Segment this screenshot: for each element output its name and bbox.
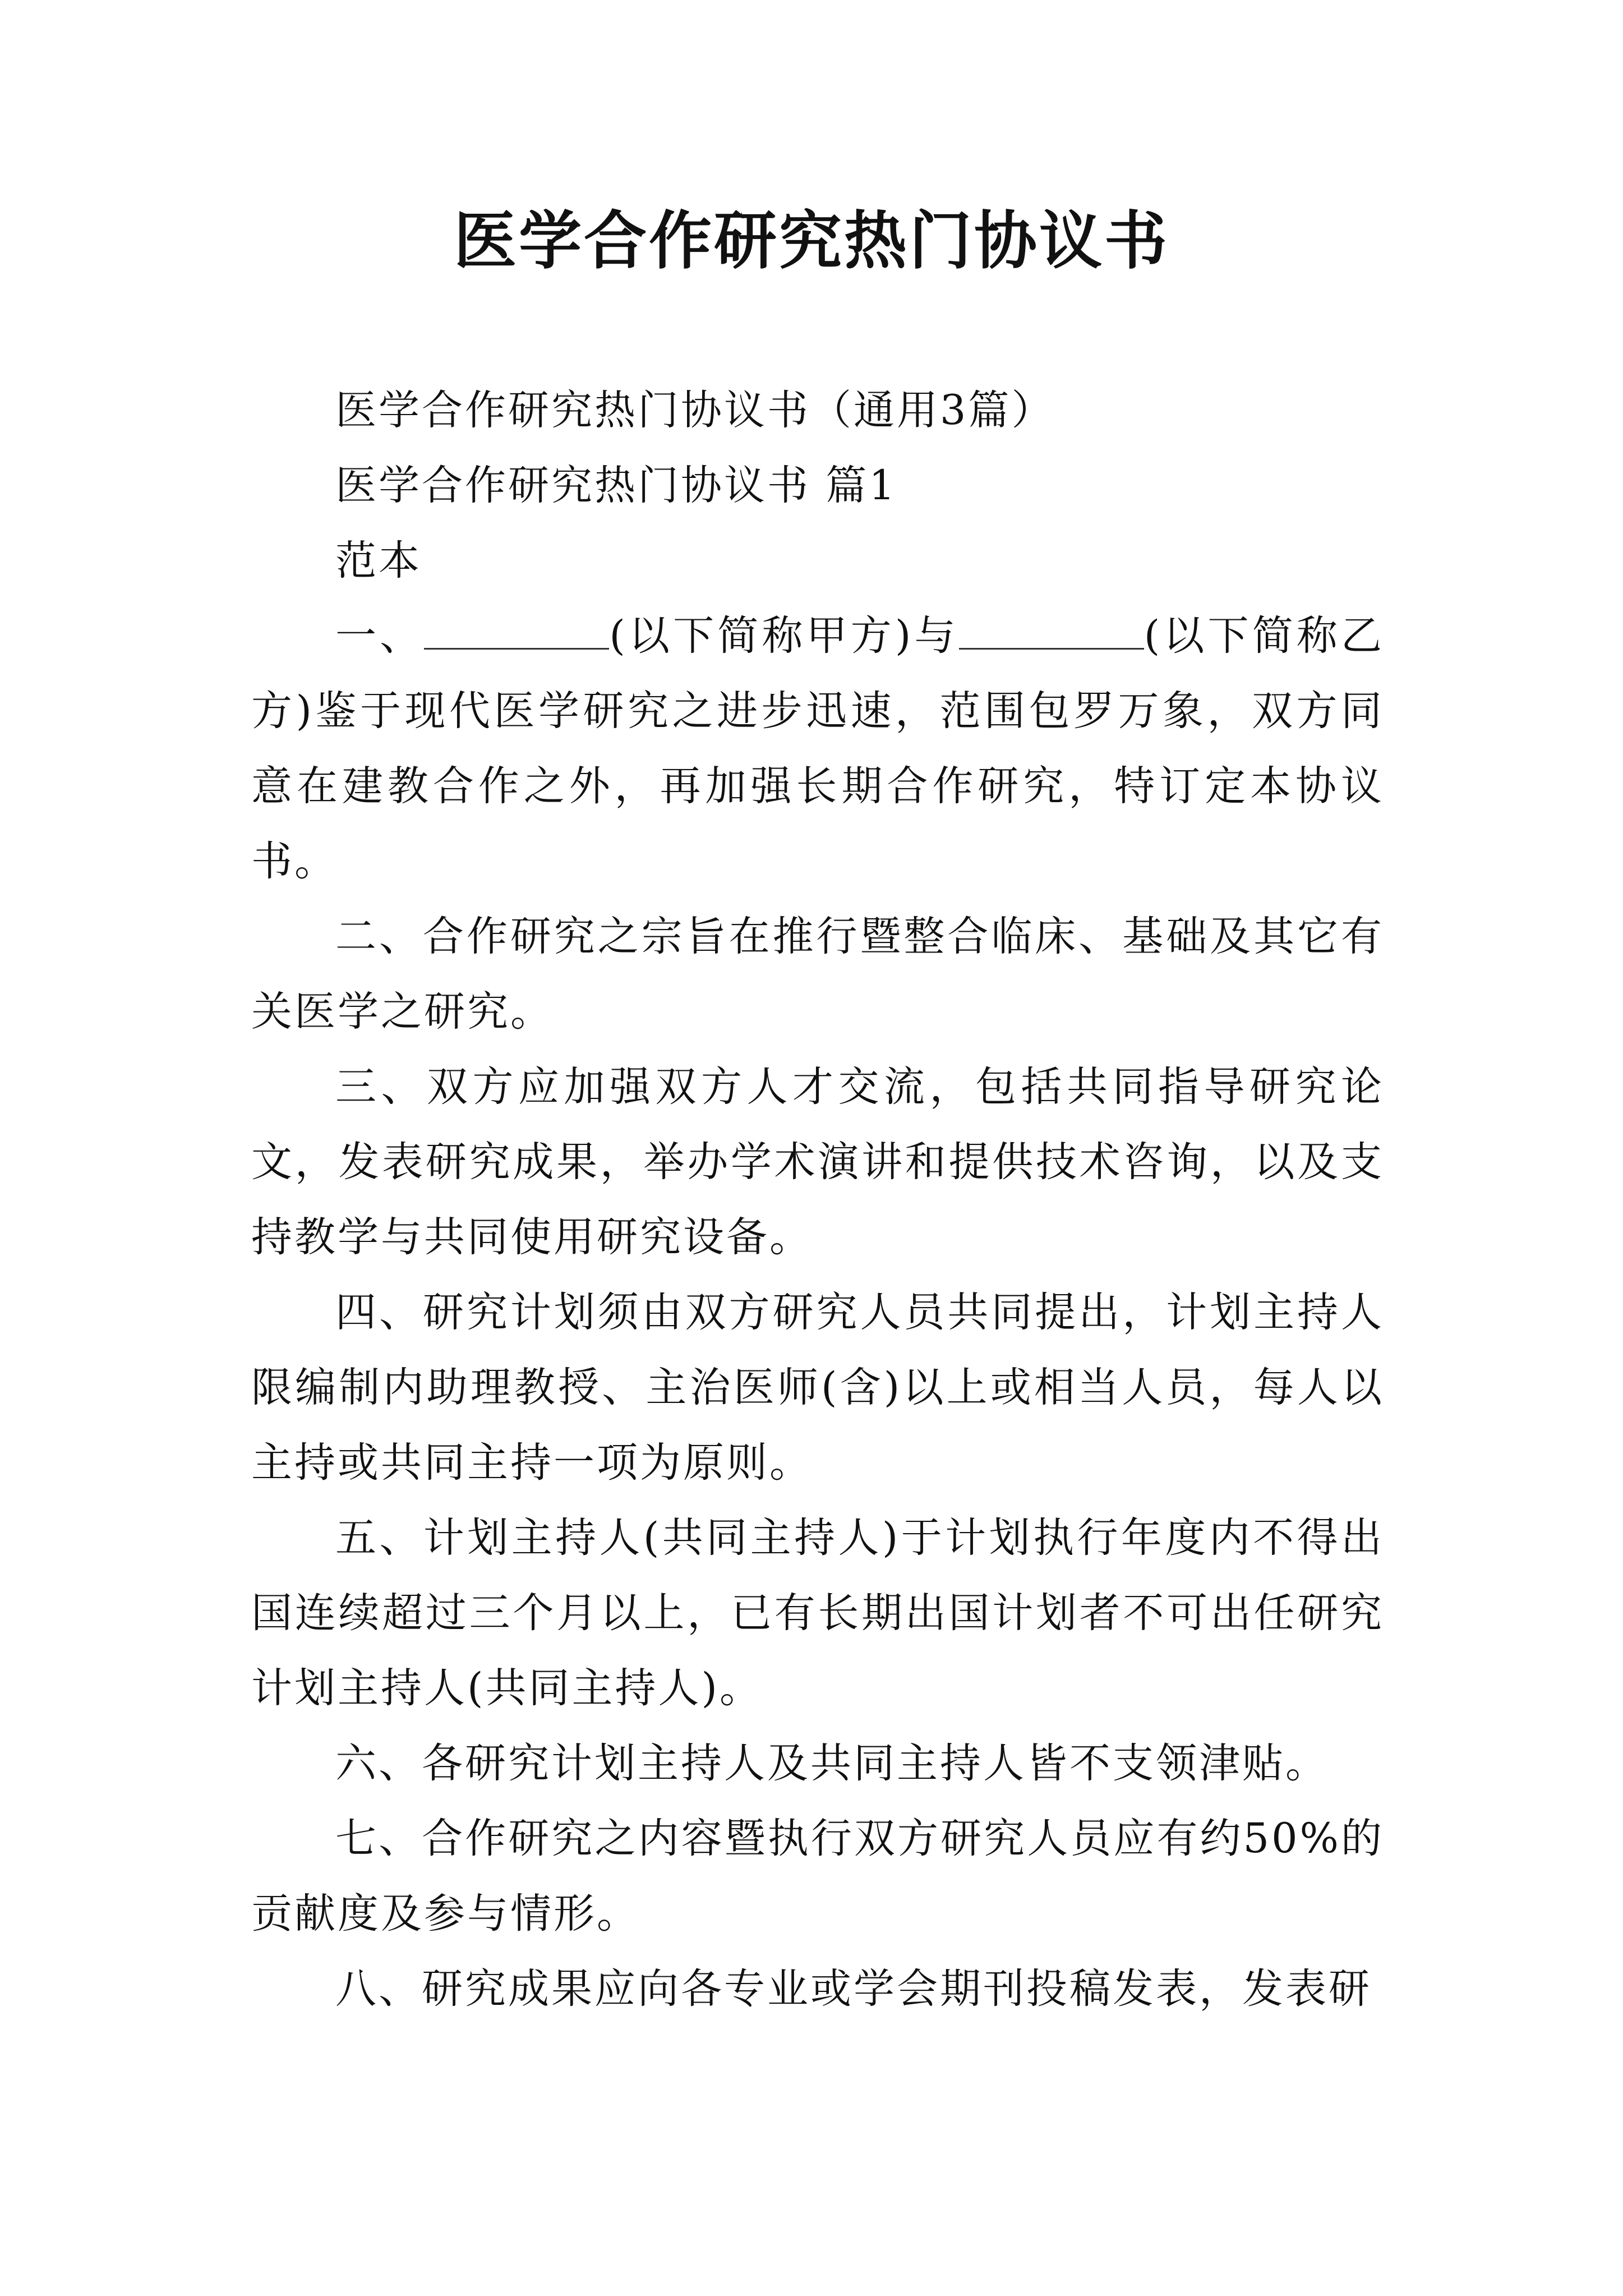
document-body — [251, 373, 1384, 2027]
document-title: 医学合作研究热门协议书 — [454, 204, 1169, 278]
clause-1-party-a: (以下简称甲方)与 — [609, 612, 959, 660]
clause-5: 五、计划主持人(共同主持人)于计划执行年度内不得出国连续超过三个月以上，已有长期出国计划者不可出任研究计划主持人(共同主持人)。 — [251, 1514, 1384, 1712]
clause-4: 四、研究计划须由双方研究人员共同提出，计划主持人限编制内助理教授、主治医师(含)以上或相当人员，每人以主持或共同主持一项为原则。 — [251, 1289, 1384, 1487]
clause-8: 八、研究成果应向各专业或学会期刊投稿发表，发表研 — [335, 1965, 1372, 2013]
clause-6: 六、各研究计划主持人及共同主持人皆不支领津贴。 — [335, 1740, 1329, 1787]
clause-7: 七、合作研究之内容暨执行双方研究人员应有约50%的贡献度及参与情形。 — [251, 1815, 1384, 1938]
clause-1-rest: (以下简称乙方)鉴于现代医学研究之进步迅速，范围包罗万象，双方同意在建教合作之外，再加强长期合作研究，特订定本协议书。 — [251, 612, 1385, 885]
clause-1-prefix: 一、 — [335, 612, 425, 660]
clause-1 — [251, 599, 1384, 899]
template-label: 范本 — [335, 537, 422, 585]
document-subtitle: 医学合作研究热门协议书（通用3篇） — [335, 386, 1055, 434]
party-a-blank — [424, 614, 609, 650]
chapter-heading: 医学合作研究热门协议书 篇1 — [335, 462, 897, 509]
party-b-blank — [959, 614, 1144, 650]
clause-3: 三、双方应加强双方人才交流，包括共同指导研究论文，发表研究成果，举办学术演讲和提供技术咨询，以及支持教学与共同使用研究设备。 — [251, 1063, 1384, 1261]
clause-2: 二、合作研究之宗旨在推行暨整合临床、基础及其它有关医学之研究。 — [251, 913, 1384, 1036]
